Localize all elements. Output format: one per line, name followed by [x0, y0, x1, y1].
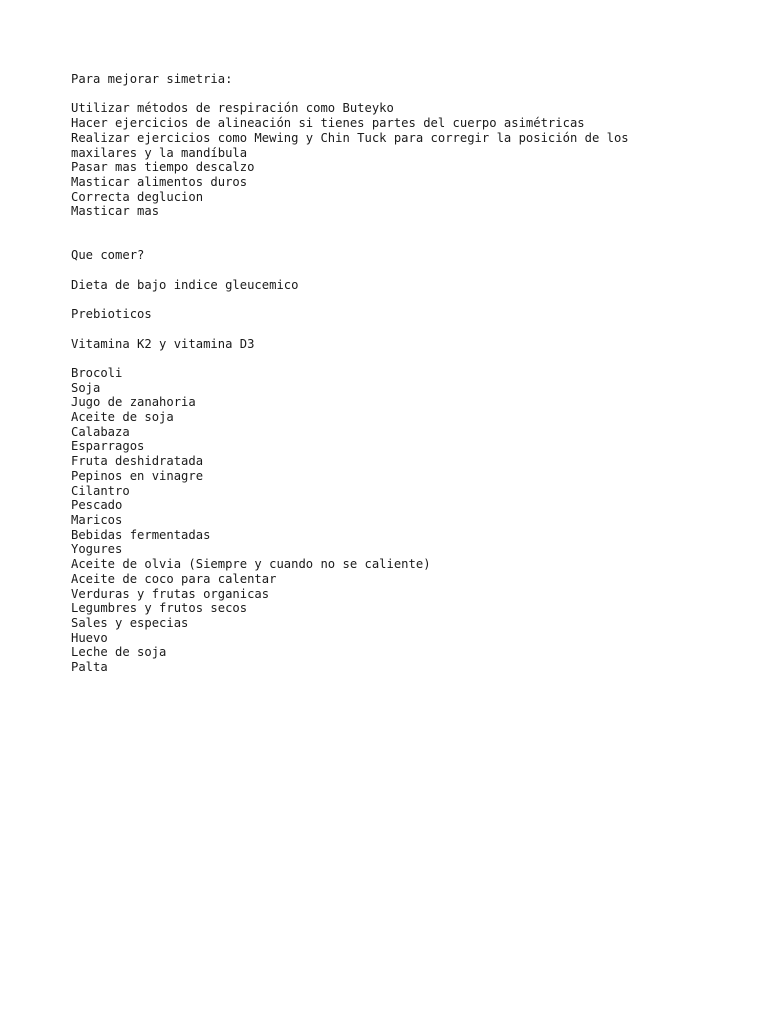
vitamins-note: Vitamina K2 y vitamina D3: [71, 336, 255, 351]
list-item: Pepinos en vinagre: [71, 468, 204, 483]
list-item: Brocoli: [71, 365, 123, 380]
document-page: [71, 72, 731, 675]
list-item: Pasar mas tiempo descalzo: [71, 160, 255, 175]
list-item: Esparragos: [71, 439, 145, 454]
list-item: Leche de soja: [71, 645, 167, 660]
list-item: Legumbres y frutos secos: [71, 601, 248, 616]
food-heading: Que comer?: [71, 248, 145, 263]
list-item: Aceite de soja: [71, 410, 174, 425]
list-item: Huevo: [71, 630, 108, 645]
list-item: Realizar ejercicios como Mewing y Chin Tuck para corregir la posición de los: [71, 130, 629, 145]
spacer: [71, 219, 731, 248]
diet-note: Dieta de bajo indice gleucemico: [71, 277, 299, 292]
list-item: maxilares y la mandíbula: [71, 145, 248, 160]
list-item: Hacer ejercicios de alineación si tienes partes del cuerpo asimétricas: [71, 116, 585, 131]
list-item: Masticar mas: [71, 204, 160, 219]
list-item: Jugo de zanahoria: [71, 395, 196, 410]
list-item: Utilizar métodos de respiración como Buteyko: [71, 101, 394, 116]
spacer: [71, 87, 731, 102]
prebiotics-note: Prebioticos: [71, 307, 152, 322]
list-item: Yogures: [71, 542, 123, 557]
list-item: Sales y especias: [71, 615, 189, 630]
list-item: Calabaza: [71, 424, 130, 439]
list-item: Verduras y frutas organicas: [71, 586, 270, 601]
list-item: Correcta deglucion: [71, 189, 204, 204]
list-item: Masticar alimentos duros: [71, 174, 248, 189]
spacer: [71, 351, 731, 366]
spacer: [71, 293, 731, 308]
list-item: Maricos: [71, 513, 123, 527]
list-item: Bebidas fermentadas: [71, 527, 211, 542]
spacer: [71, 322, 731, 337]
symmetry-heading: Para mejorar simetria:: [71, 72, 233, 86]
list-item: Pescado: [71, 498, 123, 513]
food-list: [71, 366, 731, 675]
spacer: [71, 263, 731, 278]
list-item: Cilantro: [71, 483, 130, 498]
list-item: Palta: [71, 660, 108, 675]
list-item: Aceite de olvia (Siempre y cuando no se caliente): [71, 557, 431, 572]
list-item: Fruta deshidratada: [71, 454, 204, 469]
list-item: Aceite de coco para calentar: [71, 571, 277, 586]
list-item: Soja: [71, 380, 101, 395]
symmetry-list: [71, 101, 731, 219]
